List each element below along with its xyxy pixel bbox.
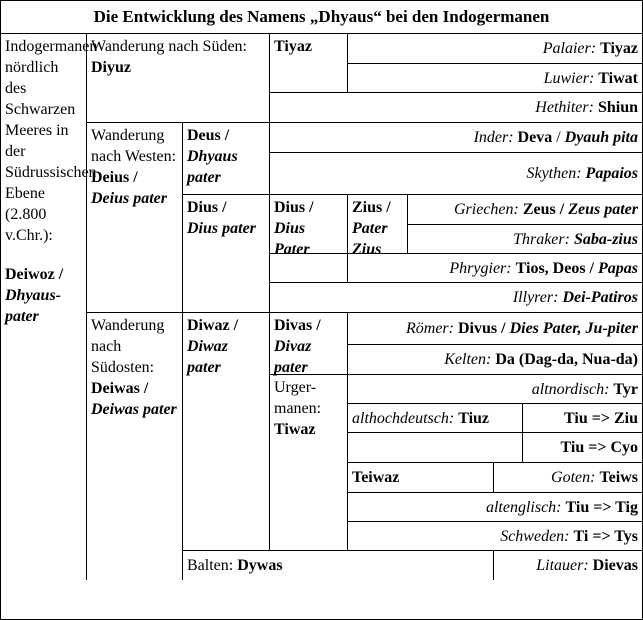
palaier-cell: Palaier: Tiyaz xyxy=(348,34,642,64)
southeast-migration-cell: Wanderung nach Südosten: Deiwas / Deiwas pater xyxy=(87,313,183,580)
illyrer-cell: Illyrer: Dei-Patiros xyxy=(270,283,642,313)
southeast-diwaz-cell: Diwaz / Diwaz pater xyxy=(183,313,270,551)
table-title: Die Entwicklung des Namens „Dhyaus“ bei den Indogermanen xyxy=(1,1,642,34)
thraker-cell: Thraker: Saba-zius xyxy=(408,225,642,254)
west-dius-cell: Dius / Dius pater xyxy=(183,195,270,313)
schweden-cell: Schweden: Ti => Tys xyxy=(348,522,642,551)
luwier-cell: Luwier: Tiwat xyxy=(348,64,642,93)
west-deus-cell: Deus / Dhyaus pater xyxy=(183,123,270,195)
griechen-cell: Griechen: Zeus / Zeus pater xyxy=(408,195,642,225)
west-migration-cell: Wanderung nach Westen: Deius / Deius pater xyxy=(87,123,183,313)
west-zius-cell: Zius / Pater Zius xyxy=(348,195,408,254)
urgermanen-cell: Urger-manen: Tiwaz xyxy=(270,375,348,551)
cyo-cell: Tiu => Cyo xyxy=(523,433,642,463)
west-dius-pater-cell: Dius / Dius Pater xyxy=(270,195,348,254)
southeast-divas-cell: Divas / Divaz pater xyxy=(270,313,348,375)
phrygier-cell: Phrygier: Tios, Deos / Papas xyxy=(348,254,642,283)
south-migration-cell: Wanderung nach Süden: Diyuz xyxy=(87,34,270,123)
roemer-cell: Römer: Divus / Dies Pater, Ju-piter xyxy=(348,313,642,345)
balten-cell: Balten: Dywas xyxy=(183,551,494,580)
teiwaz-cell: Teiwaz xyxy=(348,463,494,493)
inder-cell: Inder: Deva / Dyauh pita xyxy=(270,123,642,153)
ahd-cell: althochdeutsch: Tiuz xyxy=(348,404,523,433)
goten-cell: Goten: Teiws xyxy=(494,463,642,493)
origin-name: Deiwoz / Dhyaus-pater xyxy=(5,266,64,325)
altnordisch-cell: altnordisch: Tyr xyxy=(348,375,642,404)
altenglisch-cell: altenglisch: Tiu => Tig xyxy=(348,493,642,522)
south-tiyaz-cell: Tiyaz xyxy=(270,34,348,93)
hethiter-cell: Hethiter: Shiun xyxy=(270,93,642,123)
ahd-spacer xyxy=(348,433,523,463)
west-spacer xyxy=(270,254,348,283)
origin-cell xyxy=(1,34,98,580)
table-grid xyxy=(1,34,642,580)
litauer-cell: Litauer: Dievas xyxy=(536,557,638,574)
ziu-cell: Tiu => Ziu xyxy=(523,404,642,433)
skythen-cell: Skythen: Papaios xyxy=(270,153,642,195)
kelten-cell: Kelten: Da (Dag-da, Nua-da) xyxy=(348,345,642,375)
origin-region: Indogermanen nördlich des Schwarzen Meeres in der Südrussischen Ebene (2.800 v.Chr.): xyxy=(5,38,98,244)
